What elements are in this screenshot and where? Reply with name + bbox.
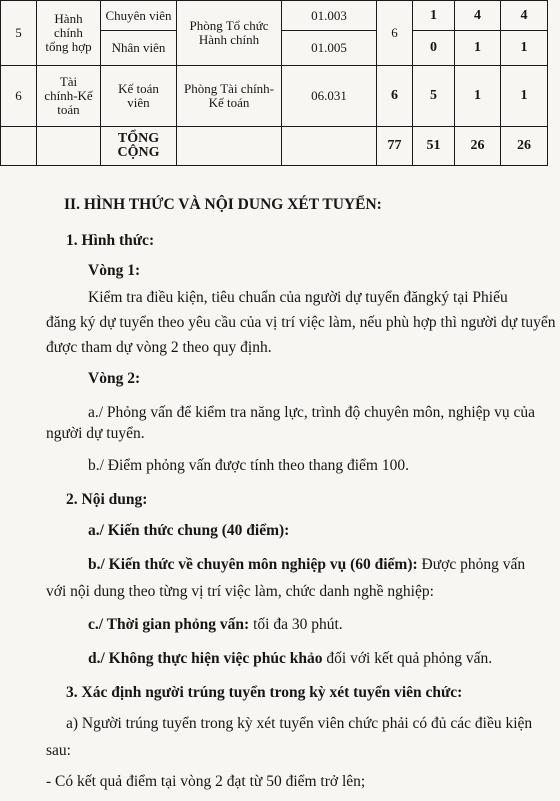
content-item-c: c./ Thời gian phỏng vấn: tối đa 30 phút. <box>88 616 343 633</box>
round1-text: được tham dự vòng 2 theo quy định. <box>46 339 272 356</box>
total-count: 77 <box>377 127 413 166</box>
winner-condition-text: sau: <box>46 742 71 759</box>
department-cell: Tài chính-Kế toán <box>37 66 101 127</box>
position-cell: Chuyên viên <box>101 1 177 31</box>
round2-item-a: a./ Phỏng vấn để kiểm tra năng lực, trình độ chuyên môn, nghiệp vụ của <box>88 404 536 421</box>
value-cell: 1 <box>413 1 455 31</box>
total-value: 26 <box>455 127 501 166</box>
row-number: 5 <box>1 1 37 66</box>
value-cell: 4 <box>501 1 548 31</box>
value-cell: 1 <box>455 66 501 127</box>
code-cell: 01.005 <box>282 31 377 66</box>
value-cell: 4 <box>455 1 501 31</box>
table-row <box>1 66 548 127</box>
code-cell: 01.003 <box>282 1 377 31</box>
content-item-b: với nội dung theo từng vị trí việc làm, chức danh nghề nghiệp: <box>46 583 434 600</box>
content-heading: 2. Nội dung: <box>66 491 148 508</box>
position-cell: Nhân viên <box>101 31 177 66</box>
value-cell: 1 <box>455 31 501 66</box>
table-row <box>1 1 548 31</box>
round1-label: Vòng 1: <box>88 262 141 279</box>
section-heading: II. HÌNH THỨC VÀ NỘI DUNG XÉT TUYỂN: <box>64 196 382 213</box>
value-cell: 0 <box>413 31 455 66</box>
round2-item-b: b./ Điểm phỏng vấn được tính theo thang điểm 100. <box>88 457 409 474</box>
round1-text: Kiểm tra điều kiện, tiêu chuẩn của người dự tuyển đăngký tại Phiếu <box>88 289 508 306</box>
winner-condition-item: - Có kết quả điểm tại vòng 2 đạt từ 50 điểm trở lên; <box>46 773 366 790</box>
row-number: 6 <box>1 66 37 127</box>
value-cell: 5 <box>413 66 455 127</box>
value-cell: 1 <box>501 31 548 66</box>
content-item-a: a./ Kiến thức chung (40 điểm): <box>88 522 290 539</box>
round2-item-a: người dự tuyển. <box>46 425 145 442</box>
department-cell: Hành chính tổng hợp <box>37 1 101 66</box>
total-value: 51 <box>413 127 455 166</box>
count-cell: 6 <box>377 66 413 127</box>
content-item-d: d./ Không thực hiện việc phúc khảo đối với kết quả phỏng vấn. <box>88 650 493 667</box>
position-cell: Kế toán viên <box>101 66 177 127</box>
round1-text: đăng ký dự tuyển theo yêu cầu của vị trí việc làm, nếu phù hợp thì người dự tuyển <box>46 314 556 331</box>
form-heading: 1. Hình thức: <box>66 232 155 249</box>
content-item-b: b./ Kiến thức về chuyên môn nghiệp vụ (60 điểm): Được phỏng vấn <box>88 556 526 573</box>
round2-label: Vòng 2: <box>88 370 141 387</box>
count-cell: 6 <box>377 1 413 66</box>
unit-cell: Phòng Tổ chức Hành chính <box>177 1 282 66</box>
winner-condition-text: a) Người trúng tuyển trong kỳ xét tuyển viên chức phải có đủ các điều kiện <box>66 715 533 732</box>
total-label: TỔNG CỘNG <box>101 127 177 166</box>
value-cell: 1 <box>501 66 548 127</box>
unit-cell: Phòng Tài chính- Kế toán <box>177 66 282 127</box>
total-value: 26 <box>501 127 548 166</box>
recruitment-table <box>0 0 548 166</box>
total-row <box>1 127 548 166</box>
winner-heading: 3. Xác định người trúng tuyển trong kỳ xét tuyển viên chức: <box>66 684 463 701</box>
code-cell: 06.031 <box>282 66 377 127</box>
